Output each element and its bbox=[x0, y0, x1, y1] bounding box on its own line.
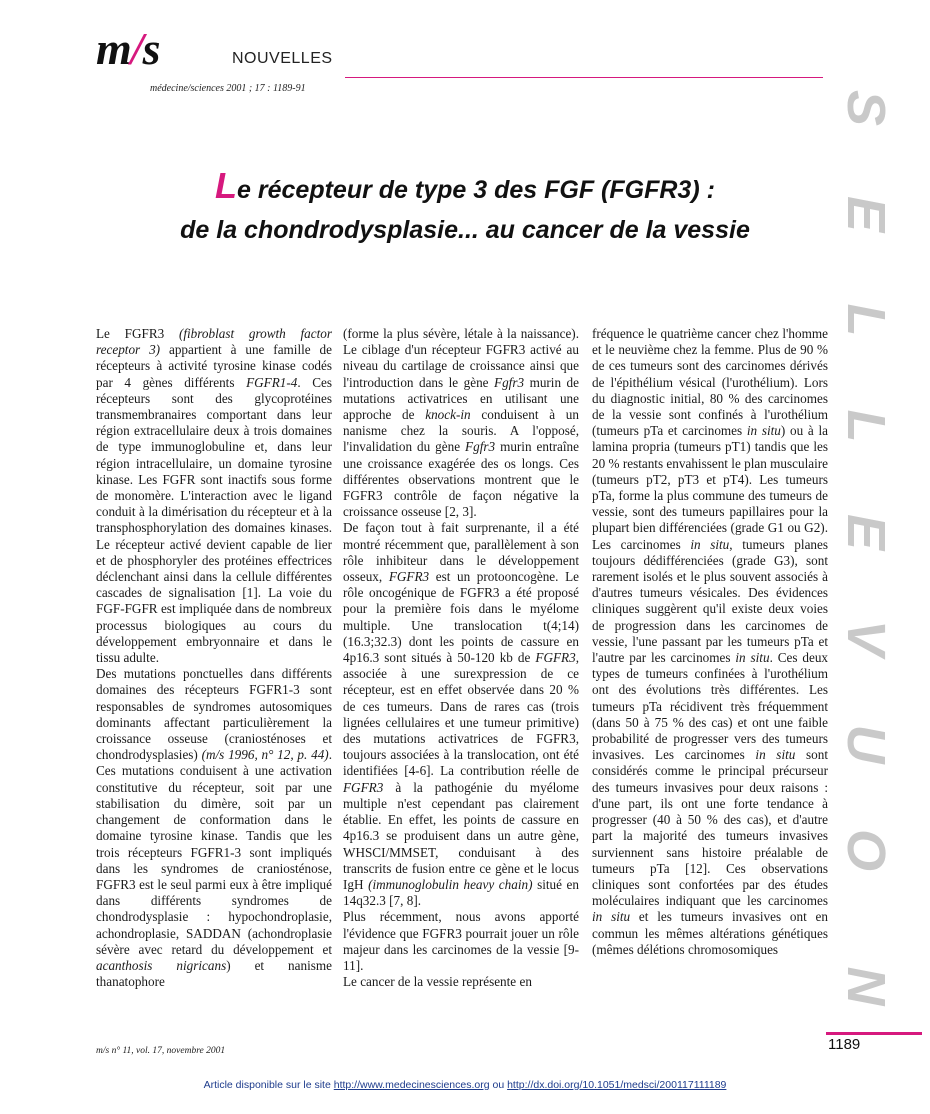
side-letter: N bbox=[836, 966, 896, 1006]
side-letter: L bbox=[836, 409, 896, 443]
side-letter: O bbox=[836, 828, 896, 871]
side-letter: V bbox=[836, 619, 896, 657]
site-link[interactable]: http://www.medecinesciences.org bbox=[333, 1079, 490, 1091]
side-letter: U bbox=[836, 724, 896, 764]
side-letter: L bbox=[836, 303, 896, 337]
page-number: 1189 bbox=[828, 1036, 861, 1053]
paragraph: De façon tout à fait surprenante, il a été montré récemment que, parallèlement à son rôle inhibiteur dans le développement osseux, FGFR3 est un protooncogène. Le rôle oncogénique de FGFR3 a été proposé pour la première fois dans le myélome multiple. Une translocation t(4;14)(16.3;32.3) dont les points de cassure en 4p16.3 sont situés à 50-120 kb de FGFR3, associée à une surexpression de ce récepteur, est en effet observée dans 20 % de ces tumeurs. Dans de rares cas (trois lignées cellulaires et une tumeur primitive) des mutations activatrices de FGFR3, toujours associées à la translocation, ont été identifiées [4-6]. La contribution réelle de FGFR3 à la pathogénie du myélome multiple n'est cependant pas clairement établie. En effet, les points de cassure en 4p16.3 se produisent dans un autre gène, WHSCI/MMSET, conduisant à des transcrits de fusion entre ce gène et le locus IgH (immunoglobulin heavy chain) situé en 14q32.3 [7, 8]. bbox=[343, 520, 579, 909]
paragraph: Des mutations ponctuelles dans différents domaines des récepteurs FGFR1-3 sont responsables de syndromes autosomiques dominants affectant particulièrement la croissance osseuse (craniosténoses et chondrodysplasies) (m/s 1996, n° 12, p. 44). Ces mutations conduisent à une activation constitutive du récepteur, soit par une stabilisation du dimère, soit par un changement de conformation dans le domaine tyrosine kinase. Tandis que les trois récepteurs FGFR1-3 sont impliqués dans les syndromes de craniosténose, FGFR3 est le seul parmi eux à être impliqué dans différents syndromes de chondrodysplasie : hypochondroplasie, achondroplasie, SADDAN (achondroplasie sévère avec retard du développement et acanthosis nigricans) et nanisme thanatophore bbox=[96, 666, 332, 990]
title-line-1: e récepteur de type 3 des FGF (FGFR3) : bbox=[237, 176, 715, 204]
side-letter: S bbox=[836, 89, 896, 127]
text-column-3 bbox=[592, 326, 828, 958]
availability-footer: Article disponible sur le site http://www.medecinesciences.org ou http://dx.doi.org/10.1051/medsci/200117111189 bbox=[203, 1079, 727, 1091]
side-letter: E bbox=[836, 513, 896, 551]
article-title bbox=[80, 166, 850, 250]
paragraph: Plus récemment, nous avons apporté l'évidence que FGFR3 pourrait jouer un rôle majeur dans les carcinomes de la vessie [9-11]. bbox=[343, 909, 579, 973]
paragraph: Le FGFR3 (fibroblast growth factor receptor 3) appartient à une famille de récepteurs à activité tyrosine kinase codés par 4 gènes différents FGFR1-4. Ces récepteurs sont des glycoprotéines transmembranaires comportant dans leur région extracellulaire deux à trois domaines de type immunoglobuline et, dans leur région intracellulaire, un domaine tyrosine kinase. Les FGFR sont inactifs sous forme de monomère. L'interaction avec le ligand conduit à la dimérisation du récepteur et à la transphosphorylation des domaines kinases. Le récepteur activé devient capable de lier et de phosphoryler des protéines effectrices déclenchant ainsi dans la cellule différentes cascades de signalisation [1]. La voie du FGF-FGFR est impliquée dans de nombreux processus biologiques au cours du développement embryonnaire et dans le tissu adulte. bbox=[96, 326, 332, 666]
journal-citation: médecine/sciences 2001 ; 17 : 1189-91 bbox=[150, 83, 306, 94]
paragraph: Le cancer de la vessie représente en bbox=[343, 974, 532, 990]
doi-link[interactable]: http://dx.doi.org/10.1051/medsci/200117111189 bbox=[507, 1079, 727, 1091]
section-label: NOUVELLES bbox=[232, 50, 333, 67]
text-column-2 bbox=[343, 326, 579, 990]
page-number-bar bbox=[826, 1032, 922, 1035]
paragraph: (forme la plus sévère, létale à la naissance). Le ciblage d'un récepteur FGFR3 activé au niveau du cartilage de croissance ainsi que l'introduction dans le gène Fgfr3 murin de mutations activatrices en utilisant une approche de knock-in conduisent à un nanisme chez la souris. A l'opposé, l'invalidation du gène Fgfr3 murin entraîne une croissance exagérée des os longs. Ces différentes observations montrent que le FGFR3 contrôle de façon négative la croissance osseuse [2, 3]. bbox=[343, 326, 580, 520]
paragraph: fréquence le quatrième cancer chez l'homme et le neuvième chez la femme. Plus de 90 % de ces tumeurs sont des carcinomes dérivés de l'épithélium vésical (l'urothélium). Lors du diagnostic initial, 80 % des carcinomes de la vessie sont confinés à l'urothélium (tumeurs pTa et carcinomes in situ) ou à la lamina propria (tumeurs pT1) tandis que les 20 % restants envahissent le plan musculaire (tumeurs pT2, pT3 et pT4). Les tumeurs pTa, forme la plus commune des tumeurs de vessie, sont des tumeurs papillaires pour la plupart bien différenciées (grade G1 ou G2). Les carcinomes in situ, tumeurs planes toujours dédifférenciées (grade G3), sont rarement isolés et le plus souvent associés à d'autres tumeurs vésicales. Des évidences cliniques suggèrent qu'il existe deux voies de progression dans les carcinomes de vessie, l'une passant par les tumeurs pTa et l'autre par les carcinomes in situ. Ces deux types de tumeurs confinées à l'urothélium ont des évolutions très différentes. Les tumeurs pTa récidivent très fréquemment (dans 50 à 75 % des cas) et ont une faible probabilité de progresser vers des tumeurs invasives. Les carcinomes in situ sont considérés comme le principal précurseur des tumeurs invasives pour deux raisons : d'une part, ils ont une forte tendance à progresser (40 à 50 % des cas), et d'autre part la majorité des tumeurs invasives surviennent sans histoire préalable de tumeurs pTa [12]. Ces observations cliniques sont confortées par des études moléculaires indiquant que les carcinomes in situ et les tumeurs invasives ont en commun les mêmes altérations génétiques (mêmes délétions chromosomiques bbox=[592, 326, 829, 957]
side-letter: E bbox=[836, 195, 896, 233]
title-drop-letter: L bbox=[215, 165, 238, 206]
title-line-2: de la chondrodysplasie... au cancer de la vessie bbox=[180, 216, 750, 244]
issue-info: m/s n° 11, vol. 17, novembre 2001 bbox=[96, 1046, 226, 1056]
text-column-1 bbox=[96, 326, 332, 990]
journal-logo: m/s bbox=[96, 23, 160, 74]
header-rule bbox=[345, 77, 823, 78]
